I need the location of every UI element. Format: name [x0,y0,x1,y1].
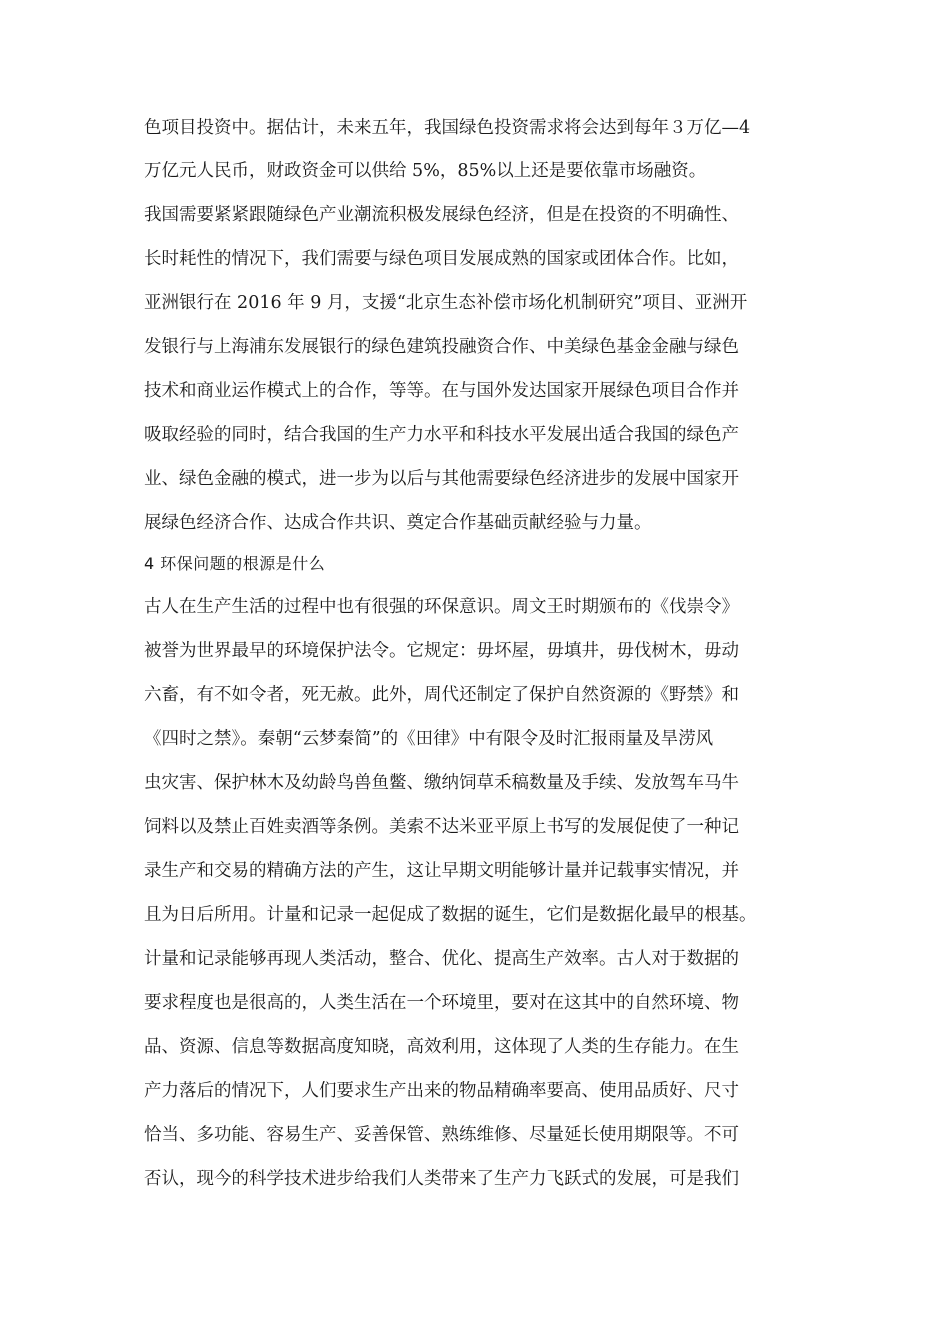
paragraph-3-line-1: 古人在生产生活的过程中也有很强的环保意识。周文王时期颁布的《伐崇令》 [144,597,739,617]
paragraph-3-line-8: 且为日后所用。计量和记录一起促成了数据的诞生，它们是数据化最早的根基。 [144,905,757,925]
paragraph-2-line-6: 吸取经验的同时，结合我国的生产力水平和科技水平发展出适合我国的绿色产 [144,425,739,445]
paragraph-3-line-13: 恰当、多功能、容易生产、妥善保管、熟练维修、尽量延长使用期限等。不可 [144,1125,739,1145]
paragraph-2-line-3: 亚洲银行在 2016 年 9 月，支援“北京生态补偿市场化机制研究”项目、亚洲开 [144,293,748,313]
paragraph-2-line-2: 长时耗性的情况下，我们需要与绿色项目发展成熟的国家或团体合作。比如， [144,249,739,269]
paragraph-2-line-5: 技术和商业运作模式上的合作，等等。在与国外发达国家开展绿色项目合作并 [144,381,739,401]
paragraph-2-line-1: 我国需要紧紧跟随绿色产业潮流积极发展绿色经济，但是在投资的不明确性、 [144,205,739,225]
paragraph-3-line-6: 饲料以及禁止百姓卖酒等条例。美索不达米亚平原上书写的发展促使了一种记 [144,817,739,837]
paragraph-2-line-7: 业、绿色金融的模式，进一步为以后与其他需要绿色经济进步的发展中国家开 [144,469,739,489]
paragraph-3-line-9: 计量和记录能够再现人类活动，整合、优化、提高生产效率。古人对于数据的 [144,949,739,969]
paragraph-3-line-11: 品、资源、信息等数据高度知晓，高效利用，这体现了人类的生存能力。在生 [144,1037,739,1057]
paragraph-1-line-2: 万亿元人民币，财政资金可以供给 5%，85%以上还是要依靠市场融资。 [144,161,707,181]
paragraph-3-line-12: 产力落后的情况下，人们要求生产出来的物品精确率要高、使用品质好、尺寸 [144,1081,739,1101]
paragraph-3-line-7: 录生产和交易的精确方法的产生，这让早期文明能够计量并记载事实情况，并 [144,861,739,881]
paragraph-3-line-14: 否认，现今的科学技术进步给我们人类带来了生产力飞跃式的发展，可是我们 [144,1169,739,1189]
paragraph-3-line-10: 要求程度也是很高的，人类生活在一个环境里，要对在这其中的自然环境、物 [144,993,739,1013]
paragraph-3-line-3: 六畜，有不如令者，死无赦。此外，周代还制定了保护自然资源的《野禁》和 [144,685,739,705]
paragraph-3-line-2: 被誉为世界最早的环境保护法令。它规定：毋坏屋，毋填井，毋伐树木，毋动 [144,641,739,661]
paragraph-1-line-1: 色项目投资中。据估计，未来五年，我国绿色投资需求将会达到每年３万亿—4 [144,118,751,138]
paragraph-3-line-4: 《四时之禁》。秦朝“云梦秦简”的《田律》中有限令及时汇报雨量及旱涝风 [144,729,714,749]
paragraph-3-line-5: 虫灾害、保护林木及幼龄鸟兽鱼鳖、缴纳饲草禾稿数量及手续、发放驾车马牛 [144,773,739,793]
section-heading: 4 环保问题的根源是什么 [144,554,326,573]
paragraph-2-line-8: 展绿色经济合作、达成合作共识、奠定合作基础贡献经验与力量。 [144,513,652,533]
paragraph-2-line-4: 发银行与上海浦东发展银行的绿色建筑投融资合作、中美绿色基金金融与绿色 [144,337,739,357]
